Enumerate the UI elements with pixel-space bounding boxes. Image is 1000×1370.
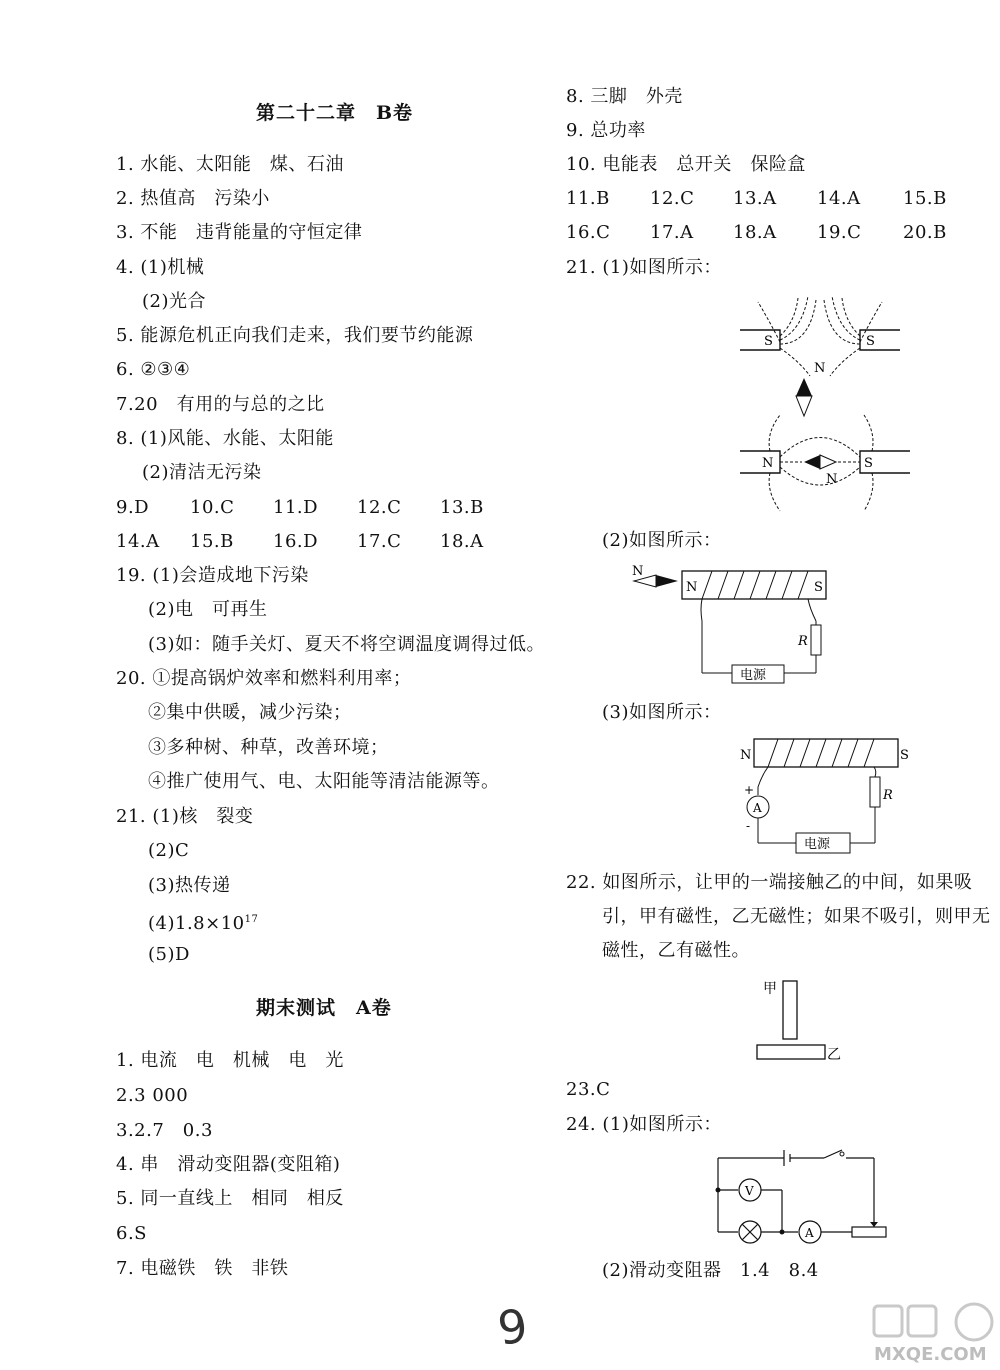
answer-line: 2. 热值高 污染小 [116,188,270,209]
pole-label-s: S [900,748,909,763]
mc-answer: 15.B [903,188,947,209]
answer-line: ④推广使用气、电、太阳能等清洁能源等。 [148,771,500,792]
answer-line: 1. 电流 电 机械 电 光 [116,1050,344,1071]
mc-answer: 14.A [116,531,160,552]
answer-line: 8. (1)风能、水能、太阳能 [116,428,334,449]
answer-line: 6.S [116,1223,148,1244]
answer-line: 21. (1)如图所示： [566,257,722,278]
power-source-label: 电源 [804,837,831,852]
answer-line: 24. (1)如图所示： [566,1114,722,1135]
answer-line: 5. 能源危机正向我们走来，我们要节约能源 [116,325,474,346]
page-number: 9 [494,1298,531,1356]
resistor-label-r: R [883,788,893,803]
mc-answer: 17.C [357,531,402,552]
answer-line: 20. ①提高锅炉效率和燃料利用率； [116,668,412,689]
mc-answer: 12.C [357,497,402,518]
answer-text: (4)1.8×10 [148,913,245,934]
magnet-field-diagram-ns [740,413,910,522]
mc-answer: 14.A [817,188,861,209]
answer-line: (2)滑动变阻器 1.4 8.4 [602,1260,819,1281]
negative-terminal-label: - [746,819,751,833]
answer-line: 4. 串 滑动变阻器(变阻箱) [116,1154,341,1175]
answer-line: ③多种树、种草，改善环境； [148,737,389,758]
answer-line: 1. 水能、太阳能 煤、石油 [116,154,344,175]
answer-line: 8. 三脚 外壳 [566,86,683,107]
answer-line: (2)清洁无污染 [142,462,262,483]
answer-line: (2)电 可再生 [148,599,268,620]
answer-line: 22. 如图所示，让甲的一端接触乙的中间，如果吸 [566,872,973,893]
answer-line: 9. 总功率 [566,120,646,141]
answer-line: (2)如图所示： [602,530,722,551]
mc-answer: 13.B [440,497,484,518]
answer-line: 6. ②③④ [116,359,191,380]
mc-answer: 11.D [273,497,319,518]
answer-line: 7.20 有用的与总的之比 [116,394,325,415]
answer-line: 3.2.7 0.3 [116,1120,213,1141]
pole-label-s: S [864,456,873,471]
answer-line: 2.3 000 [116,1085,189,1106]
answer-line: 5. 同一直线上 相同 相反 [116,1188,344,1209]
answer-line: (3)如：随手关灯、夏天不将空调温度调得过低。 [148,634,545,655]
mc-answer: 20.B [903,222,947,243]
answer-line: (2)光合 [142,291,206,312]
answer-line: (3)如图所示： [602,702,722,723]
mc-answer: 9.D [116,497,150,518]
mc-answer: 10.C [190,497,235,518]
solenoid-diagram-3 [740,737,915,866]
mc-answer: 16.C [566,222,611,243]
mc-answer: 12.C [650,188,695,209]
ammeter-label: A [753,801,762,815]
answer-line: 引，甲有磁性，乙无磁性；如果不吸引，则甲无 [602,906,991,927]
pole-label-n: N [686,580,698,595]
pole-label-s: S [866,334,875,349]
answer-line: (5)D [148,944,190,965]
compass-label-n: N [814,361,826,376]
mc-answer: 19.C [817,222,862,243]
mc-answer: 11.B [566,188,610,209]
watermark-logo [868,1300,996,1366]
answer-line: 21. (1)核 裂变 [116,806,254,827]
resistor-label-r: R [798,634,808,649]
bar-label-jia: 甲 [763,981,777,997]
answer-line: (2)C [148,840,190,861]
pole-label-s: S [814,580,823,595]
answer-line [148,909,258,935]
compass-label-n: N [826,472,838,487]
answer-line: 磁性，乙有磁性。 [602,940,750,961]
answer-line: 23.C [566,1079,611,1100]
answer-line: ②集中供暖，减少污染； [148,702,352,723]
section-title-final-a: 期末测试 A卷 [256,997,392,1019]
pole-label-n: N [762,456,774,471]
compass-label-n: N [632,565,644,579]
answer-line: 3. 不能 违背能量的守恒定律 [116,222,363,243]
circuit-diagram-24 [710,1148,895,1252]
mc-answer: 15.B [190,531,234,552]
answer-line: (3)热传递 [148,875,231,896]
power-source-label: 电源 [740,668,767,683]
positive-terminal-label: + [744,783,755,797]
pole-label-n: N [740,748,752,763]
solenoid-diagram-2 [630,565,840,694]
mc-answer: 17.A [650,222,694,243]
answer-line: 7. 电磁铁 铁 非铁 [116,1258,289,1279]
pole-label-s: S [764,334,773,349]
bars-jia-yi-diagram [755,975,855,1069]
bar-label-yi: 乙 [827,1047,841,1063]
mc-answer: 13.A [733,188,777,209]
answer-line: 4. (1)机械 [116,257,205,278]
svg-text:MXQE.COM: MXQE.COM [874,1344,987,1365]
voltmeter-label: V [745,1184,754,1198]
answer-line: 19. (1)会造成地下污染 [116,565,309,586]
section-title-ch22: 第二十二章 B卷 [256,102,414,124]
mc-answer: 16.D [273,531,319,552]
mc-answer: 18.A [733,222,777,243]
answer-line: 10. 电能表 总开关 保险盒 [566,154,806,175]
exponent: 17 [244,914,259,925]
ammeter-label: A [805,1226,814,1240]
mc-answer: 18.A [440,531,484,552]
